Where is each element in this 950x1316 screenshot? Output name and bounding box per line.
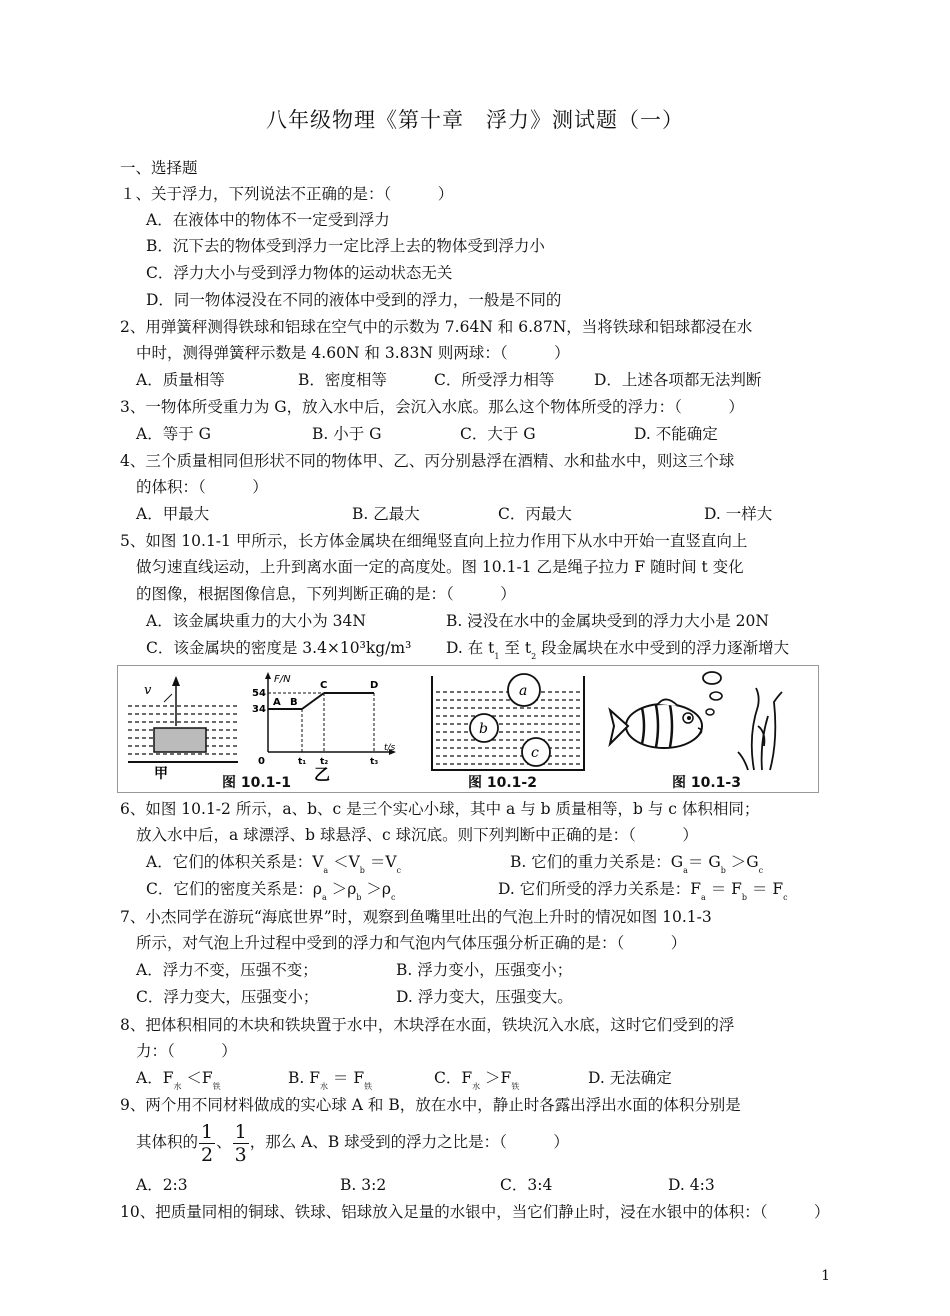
question-3-option-d: D. 不能确定 (634, 425, 718, 443)
fraction-one-third: $\frac{1}{3}$ (234, 1120, 247, 1166)
question-8-option-a: A．$F_水 <F_铁$ (136, 1069, 221, 1091)
figure-10-1-3-fish (610, 672, 782, 770)
page-number: 1 (821, 1268, 830, 1284)
figure-10-1-1-yi-graph (252, 672, 396, 784)
question-9-stem-line1: 9、两个用不同材料做成的实心球 A 和 B，放在水中，静止时各露出浮出水面的体积分别是 (120, 1096, 741, 1114)
y-axis-label: F/N (274, 674, 291, 685)
ball-a-label: a (519, 683, 528, 699)
question-8-stem-line1: 8、把体积相同的木块和铁块置于水中，木块浮在水面，铁块沉入水底，这时它们受到的浮 (120, 1016, 735, 1034)
question-7-stem-line2: 所示，对气泡上升过程中受到的浮力和气泡内气体压强分析正确的是：（ ） (136, 934, 687, 952)
figure-10-1-1-jia (128, 676, 238, 782)
question-9-option-c: C．3:4 (500, 1176, 553, 1194)
ball-c-label: c (531, 745, 539, 761)
question-5-option-b: B. 浸没在水中的金属块受到的浮力大小是 20N (446, 612, 769, 630)
figure-yi-label: 乙 (314, 765, 331, 784)
question-3-option-a: A．等于 G (136, 425, 212, 443)
question-1-option-c: C．浮力大小与受到浮力物体的运动状态无关 (146, 264, 453, 282)
bubble-medium (710, 692, 722, 700)
y-tick-54: 54 (252, 688, 266, 699)
question-8-option-c: C．$F_水 >F_铁$ (434, 1069, 520, 1091)
question-3-option-c: C．大于 G (460, 425, 536, 443)
question-3-option-b: B. 小于 G (312, 425, 382, 443)
figure-jia-label: 甲 (154, 766, 168, 782)
page-title: 八年级物理《第十章 浮力》测试题（一） (266, 108, 684, 132)
question-8-option-b: B. $F_水 = F_铁$ (288, 1069, 373, 1091)
question-8-stem-line2: 力：（ ） (136, 1042, 237, 1060)
caption-figure-10-1-1: 图 10.1-1 (222, 775, 291, 791)
point-b-label: B (290, 697, 298, 708)
question-6-option-d: D. 它们所受的浮力关系是：$F_a = F_b = F_c$ (498, 880, 788, 902)
question-5-option-a: A．该金属块重力的大小为 34N (146, 612, 366, 630)
point-c-label: C (320, 680, 328, 691)
question-1-stem: １、关于浮力，下列说法不正确的是：（ ） (120, 185, 454, 203)
question-2-option-a: A．质量相等 (136, 371, 225, 389)
x-axis-label: t/s (384, 743, 396, 753)
question-6-stem-line2: 放入水中后，a 球漂浮、b 球悬浮、c 球沉底。则下列判断中正确的是：（ ） (136, 826, 698, 844)
question-4-stem-line2: 的体积：（ ） (136, 478, 268, 496)
question-6-option-a: A．它们的体积关系是：$V_a <V_b =V_c$ (146, 853, 402, 875)
question-3-stem: 3、一物体所受重力为 G，放入水中后，会沉入水底。那么这个物体所受的浮力：（ ） (120, 398, 744, 416)
question-7-stem-line1: 7、小杰同学在游玩“海底世界”时，观察到鱼嘴里吐出的气泡上升时的情况如图 10.1-3 (120, 908, 712, 926)
question-5-option-d: D. 在 $t_1$ 至 $t_2$ 段金属块在水中受到的浮力逐渐增大 (446, 639, 790, 661)
question-4-option-d: D. 一样大 (704, 505, 773, 523)
caption-figure-10-1-2: 图 10.1-2 (468, 775, 537, 791)
question-4-option-a: A．甲最大 (136, 505, 210, 523)
question-9-option-d: D. 4:3 (668, 1176, 715, 1194)
question-8-option-d: D. 无法确定 (588, 1069, 672, 1087)
metal-block (154, 728, 206, 752)
question-9-stem-line2: 其体积的 $\frac{1}{2}$ 、 $\frac{1}{3}$ ，那么 A、B 球受到的浮力之比是：（ ） (136, 1120, 569, 1166)
question-2-stem-line1: 2、用弹簧秤测得铁球和铝球在空气中的示数为 7.64N 和 6.87N，当将铁球和铝球都浸在水 (120, 318, 753, 336)
question-4-stem-line1: 4、三个质量相同但形状不同的物体甲、乙、丙分别悬浮在酒精、水和盐水中，则这三个球 (120, 452, 735, 470)
question-9-option-b: B. 3:2 (340, 1176, 387, 1194)
point-d-label: D (370, 680, 379, 691)
question-1-option-a: A．在液体中的物体不一定受到浮力 (146, 211, 390, 229)
question-7-option-a: A．浮力不变，压强不变； (136, 961, 318, 979)
question-2-option-c: C．所受浮力相等 (434, 371, 555, 389)
seaweed (738, 688, 782, 770)
question-7-option-d: D. 浮力变大，压强变大。 (396, 988, 573, 1006)
question-1-option-b: B．沉下去的物体受到浮力一定比浮上去的物体受到浮力小 (146, 237, 545, 255)
x-tick-t2: t₂ (320, 757, 329, 767)
fish-tail (610, 710, 628, 744)
question-5-option-c: C．该金属块的密度是 3.4×10³kg/m³ (146, 639, 412, 657)
question-4-option-b: B. 乙最大 (352, 505, 420, 523)
bubble-small (706, 709, 714, 715)
question-2-stem-line2: 中时，测得弹簧秤示数是 4.60N 和 3.83N 则两球：（ ） (136, 344, 570, 362)
question-6-stem-line1: 6、如图 10.1-2 所示，a、b、c 是三个实心小球，其中 a 与 b 质量相等，b 与 c 体积相同； (120, 800, 760, 818)
origin-label: 0 (258, 756, 265, 767)
caption-figure-10-1-3: 图 10.1-3 (672, 775, 741, 791)
velocity-label: v (144, 683, 152, 698)
y-tick-34: 34 (252, 704, 266, 715)
x-tick-t3: t₃ (370, 757, 379, 767)
figure-10-1-2 (432, 674, 584, 770)
question-4-option-c: C．丙最大 (498, 505, 572, 523)
question-7-option-c: C．浮力变大，压强变小； (136, 988, 319, 1006)
question-10-stem: 10、把质量同相的铜球、铁球、铝球放入足量的水银中，当它们静止时，浸在水银中的体积：（ ） (120, 1203, 830, 1221)
question-2-option-b: B．密度相等 (298, 371, 387, 389)
x-tick-t1: t₁ (298, 757, 307, 767)
point-a-label: A (273, 697, 281, 708)
question-5-stem-line1: 5、如图 10.1-1 甲所示，长方体金属块在细绳竖直向上拉力作用下从水中开始一直竖直向上 (120, 532, 748, 550)
bubble-large (703, 672, 721, 684)
question-6-option-c: C．它们的密度关系是：$\rho_a >\rho_b >\rho_c$ (146, 880, 396, 902)
ball-b-label: b (479, 721, 488, 737)
question-5-stem-line3: 的图像，根据图像信息，下列判断正确的是：（ ） (136, 585, 516, 603)
section-heading: 一、选择题 (120, 159, 198, 177)
question-1-option-d: D．同一物体浸没在不同的液体中受到的浮力，一般是不同的 (146, 291, 562, 309)
fraction-one-half: $\frac{1}{2}$ (201, 1120, 214, 1166)
question-5-stem-line2: 做匀速直线运动，上升到离水面一定的高度处。图 10.1-1 乙是绳子拉力 F 随时间 t 变化 (136, 558, 744, 576)
question-6-option-b: B. 它们的重力关系是：$G_a= G_b >G_c$ (510, 853, 764, 875)
question-2-option-d: D．上述各项都无法判断 (594, 371, 762, 389)
question-7-option-b: B. 浮力变小，压强变小； (396, 961, 573, 979)
fish-body (626, 704, 702, 748)
question-9-option-a: A．2:3 (136, 1176, 188, 1194)
figures-panel (117, 665, 819, 793)
